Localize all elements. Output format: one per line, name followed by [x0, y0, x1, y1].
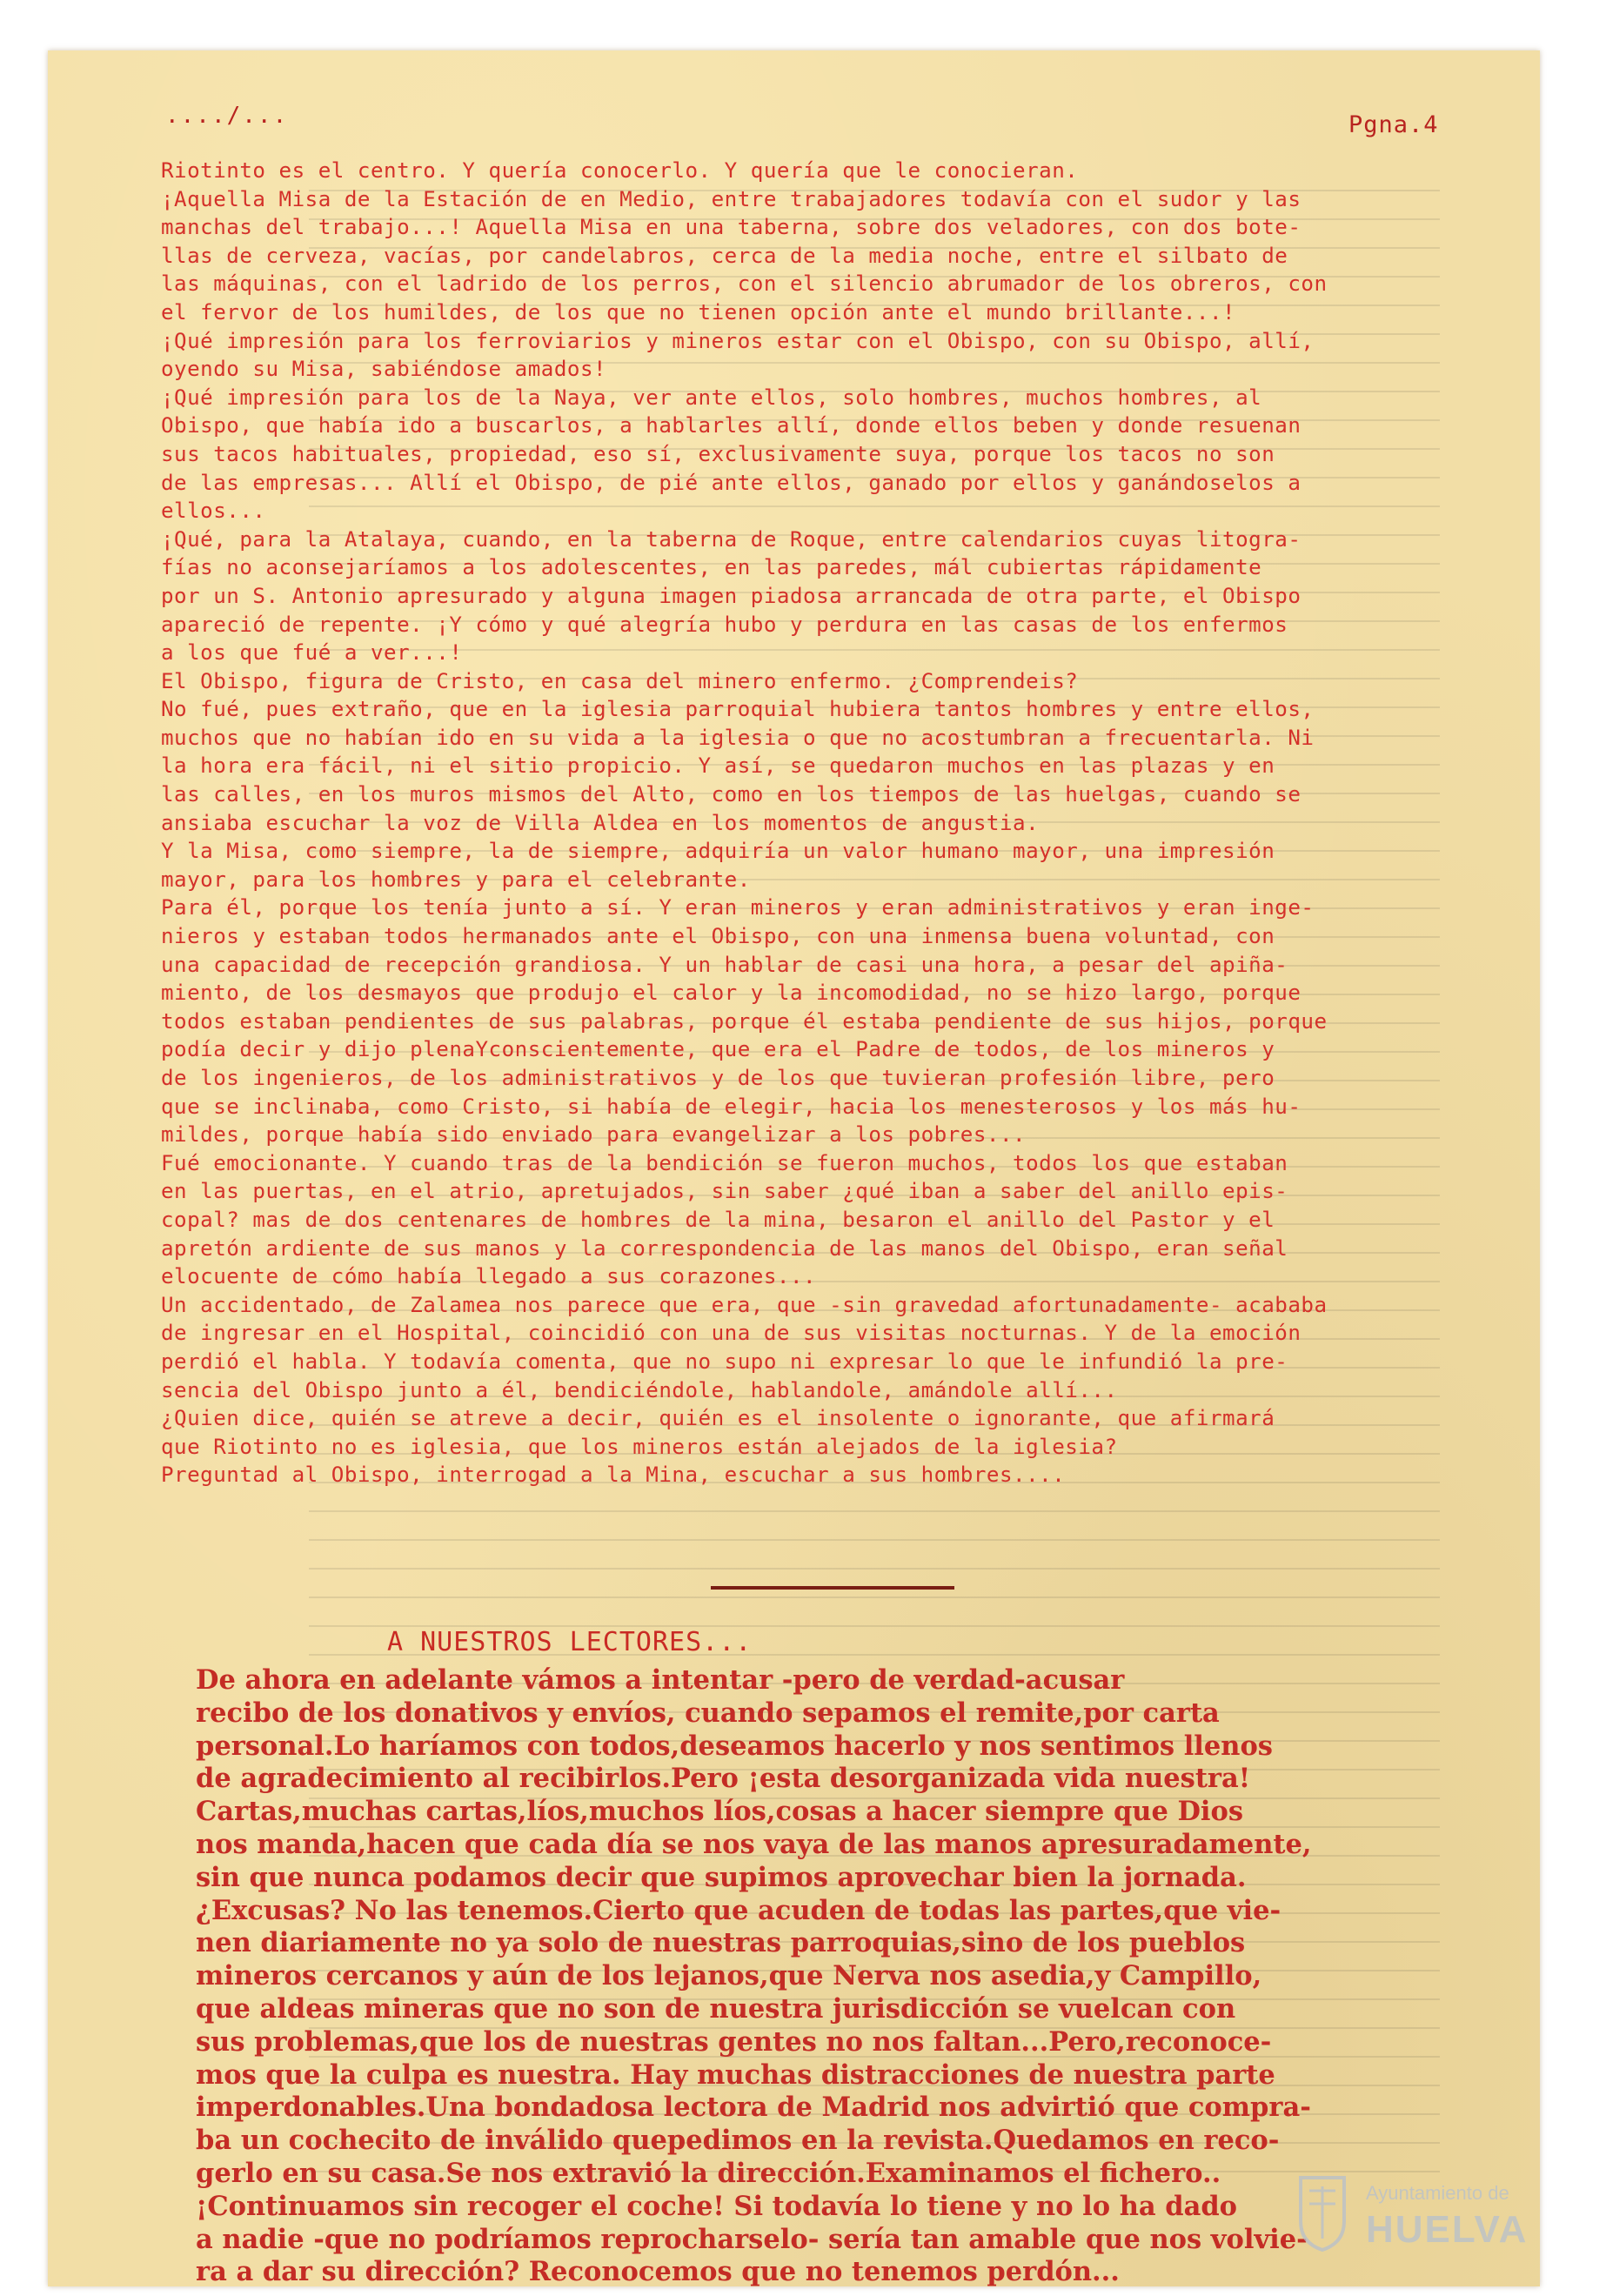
notice-line: que aldeas mineras que no son de nuestra jurisdicción se vuelcan con [196, 1992, 1236, 2025]
notice-line: sin que nunca podamos decir que supimos aprovechar bien la jornada. [196, 1861, 1247, 1893]
text-line: Obispo, que había ido a buscarlos, a hablarles allí, donde ellos beben y donde resuenan [161, 413, 1302, 438]
notice-line: ra a dar su dirección? Reconocemos que no tenemos perdón... [196, 2256, 1120, 2286]
text-line: ¡Qué impresión para los de la Naya, ver ante ellos, solo hombres, muchos hombres, al [161, 385, 1262, 410]
archive-watermark [1296, 2173, 1540, 2269]
text-line: de los ingenieros, de los administrativos y de los que tuvieran profesión libre, pero [161, 1066, 1275, 1090]
notice-line: gerlo en su casa.Se nos extravió la dirección.Examinamos el fichero.. [196, 2157, 1221, 2189]
text-line: manchas del trabajo...! Aquella Misa en una taberna, sobre dos veladores, con dos bote- [161, 215, 1302, 240]
text-line: ¡Qué impresión para los ferroviarios y mineros estar con el Obispo, con su Obispo, allí, [161, 328, 1315, 353]
text-line: apareció de repente. ¡Y cómo y qué alegría hubo y perdura en las casas de los enfermos [161, 612, 1288, 637]
notice-line: sus problemas,que los de nuestras gentes no nos faltan...Pero,reconoce- [196, 2025, 1272, 2058]
text-line: El Obispo, figura de Cristo, en casa del minero enfermo. ¿Comprendeis? [161, 668, 1079, 693]
text-line: por un S. Antonio apresurado y alguna imagen piadosa arrancada de otra parte, el Obispo [161, 583, 1302, 608]
watermark-big-text: HUELVA [1366, 2208, 1529, 2251]
text-line: todos estaban pendientes de sus palabras, porque él estaba pendiente de sus hijos, porque [161, 1008, 1328, 1034]
text-line: de ingresar en el Hospital, coincidió con una de sus visitas nocturnas. Y de la emoción [161, 1321, 1302, 1346]
notice-line: ba un cochecito de inválido quepedimos en la revista.Quedamos en reco- [196, 2125, 1280, 2157]
text-line: No fué, pues extraño, que en la iglesia parroquial hubiera tantos hombres y entre ellos, [161, 697, 1315, 722]
notice-line: recibo de los donativos y envíos, cuando sepamos el remite,por carta [196, 1697, 1220, 1729]
notice-line: a nadie -que no podríamos reprocharselo- sería tan amable que nos volvie- [196, 2223, 1308, 2255]
text-line: Un accidentado, de Zalamea nos parece que era, que -sin gravedad afortunadamente- acababa [161, 1292, 1328, 1317]
section-title: A NUESTROS LECTORES... [387, 1627, 753, 1657]
notice-line: de agradecimiento al recibirlos.Pero ¡esta desorganizada vida nuestra! [196, 1763, 1251, 1795]
coat-of-arms-icon [1296, 2173, 1348, 2252]
text-line: que Riotinto no es iglesia, que los mineros están alejados de la iglesia? [161, 1434, 1118, 1459]
notice-line: mineros cercanos y aún de los lejanos,que Nerva nos asedia,y Campillo, [196, 1960, 1262, 1992]
text-line: elocuente de cómo había llegado a sus corazones... [161, 1264, 817, 1289]
text-line: ¿Quien dice, quién se atreve a decir, quién es el insolente o ignorante, que afirmará [161, 1406, 1275, 1431]
text-line: Y la Misa, como siempre, la de siempre, adquiría un valor humano mayor, una impresión [161, 839, 1275, 864]
text-line: miento, de los desmayos que produjo el calor y la incomodidad, no se hizo largo, porque [161, 981, 1302, 1006]
text-line: la hora era fácil, ni el sitio propicio. Y así, se quedaron muchos en las plazas y en [161, 753, 1275, 779]
text-line: oyendo su Misa, sabiéndose amados! [161, 357, 607, 382]
text-line: perdió el habla. Y todavía comenta, que no supo ni expresar lo que le infundió la pre- [161, 1349, 1288, 1374]
text-line: ansiaba escuchar la voz de Villa Aldea en los momentos de angustia. [161, 810, 1040, 835]
text-line: apretón ardiente de sus manos y la correspondencia de las manos del Obispo, eran señal [161, 1235, 1288, 1261]
text-line: ¡Qué, para la Atalaya, cuando, en la taberna de Roque, entre calendarios cuyas litogra- [161, 526, 1302, 552]
document-page [48, 50, 1540, 2286]
text-line: mildes, porque había sido enviado para evangelizar a los pobres... [161, 1122, 1027, 1148]
continuation-mark: ..../... [165, 103, 289, 129]
text-line: de las empresas... Allí el Obispo, de pié ante ellos, ganado por ellos y ganándoselos a [161, 470, 1302, 495]
text-line: una capacidad de recepción grandiosa. Y un hablar de casi una hora, a pesar del apiña- [161, 952, 1288, 977]
watermark-small-text: Ayuntamiento de [1366, 2182, 1509, 2204]
notice-line: imperdonables.Una bondadosa lectora de Madrid nos advirtió que compra- [196, 2092, 1311, 2124]
text-line: a los que fué a ver...! [161, 640, 463, 666]
text-line: sencia del Obispo junto a él, bendiciéndole, hablandole, amándole allí... [161, 1377, 1118, 1402]
text-line: las máquinas, con el ladrido de los perros, con el silencio abrumador de los obreros, con [161, 271, 1328, 297]
notice-line: De ahora en adelante vámos a intentar -pero de verdad-acusar [196, 1664, 1125, 1696]
notice-line: nos manda,hacen que cada día se nos vaya de las manos apresuradamente, [196, 1828, 1312, 1860]
text-line: fías no aconsejaríamos a los adolescentes, en las paredes, mál cubiertas rápidamente [161, 555, 1262, 580]
text-line: Fué emocionante. Y cuando tras de la bendición se fueron muchos, todos los que estaban [161, 1150, 1288, 1175]
text-line: ¡Aquella Misa de la Estación de en Medio, entre trabajadores todavía con el sudor y las [161, 186, 1302, 211]
text-line: nieros y estaban todos hermanados ante el Obispo, con una inmensa buena voluntad, con [161, 924, 1275, 949]
notice-line: ¡Continuamos sin recoger el coche! Si todavía lo tiene y no lo ha dado [196, 2190, 1238, 2222]
notice-line: mos que la culpa es nuestra. Hay muchas distracciones de nuestra parte [196, 2058, 1275, 2091]
text-line: ellos... [161, 499, 266, 524]
page-number: Pgna.4 [1348, 111, 1439, 138]
text-line: que se inclinaba, como Cristo, si había de elegir, hacia los menesterosos y los más hu- [161, 1094, 1302, 1119]
text-line: las calles, en los muros mismos del Alto, como en los tiempos de las huelgas, cuando se [161, 782, 1302, 807]
notice-line: Cartas,muchas cartas,líos,muchos líos,cosas a hacer siempre que Dios [196, 1796, 1244, 1828]
article-body [161, 157, 1518, 1489]
notice-line: nen diariamente no ya solo de nuestras parroquias,sino de los pueblos [196, 1927, 1246, 1959]
text-line: en las puertas, en el atrio, apretujados, sin saber ¿qué iban a saber del anillo epis- [161, 1179, 1288, 1204]
text-line: sus tacos habituales, propiedad, eso sí, exclusivamente suya, porque los tacos no son [161, 441, 1275, 466]
text-line: copal? mas de dos centenares de hombres de la mina, besaron el anillo del Pastor y el [161, 1207, 1275, 1232]
text-line: Preguntad al Obispo, interrogad a la Mina, escuchar a sus hombres.... [161, 1463, 1066, 1488]
title-rule [711, 1586, 954, 1590]
notice-line: personal.Lo haríamos con todos,deseamos hacerlo y nos sentimos llenos [196, 1730, 1273, 1762]
text-line: Riotinto es el centro. Y quería conocerlo. Y quería que le conocieran. [161, 158, 1079, 183]
text-line: el fervor de los humildes, de los que no tienen opción ante el mundo brillante...! [161, 299, 1236, 325]
text-line: mayor, para los hombres y para el celebrante. [161, 867, 751, 892]
text-line: llas de cerveza, vacías, por candelabros, cerca de la media noche, entre el silbato de [161, 243, 1288, 268]
text-line: podía decir y dijo plenaYconscientemente, que era el Padre de todos, de los mineros y [161, 1037, 1275, 1062]
text-line: muchos que no habían ido en su vida a la iglesia o que no acostumbran a frecuentarla. Ni [161, 725, 1315, 750]
notice-line: ¿Excusas? No las tenemos.Cierto que acuden de todas las partes,que vie- [196, 1894, 1281, 1926]
text-line: Para él, porque los tenía junto a sí. Y eran mineros y eran administrativos y eran inge- [161, 895, 1315, 920]
